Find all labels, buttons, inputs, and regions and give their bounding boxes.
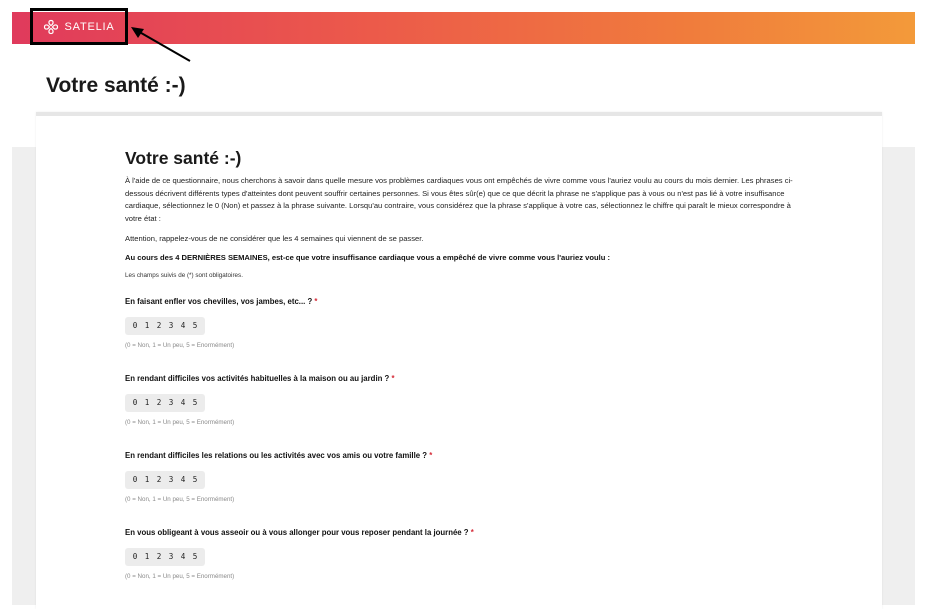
required-marker: * xyxy=(314,297,318,306)
page-title: Votre santé :-) xyxy=(46,74,186,97)
scale-legend: (0 = Non, 1 = Un peu, 5 = Enormément) xyxy=(125,418,235,426)
rating-option-4[interactable]: 4 xyxy=(180,552,186,561)
question-text: En faisant enfler vos chevilles, vos jambes, etc... ? xyxy=(125,297,313,306)
rating-option-1[interactable]: 1 xyxy=(144,552,150,561)
rating-option-1[interactable]: 1 xyxy=(144,398,150,407)
question-label xyxy=(125,451,795,460)
rating-option-3[interactable]: 3 xyxy=(168,398,174,407)
question-text: En rendant difficiles les relations ou les activités avec vos amis ou votre famille ? xyxy=(125,451,428,460)
rating-option-3[interactable]: 3 xyxy=(168,552,174,561)
rating-option-4[interactable]: 4 xyxy=(180,475,186,484)
rating-option-4[interactable]: 4 xyxy=(180,321,186,330)
brand-name: SATELIA xyxy=(64,20,115,33)
rating-option-5[interactable]: 5 xyxy=(192,475,198,484)
rating-scale[interactable] xyxy=(125,548,205,566)
scale-legend: (0 = Non, 1 = Un peu, 5 = Enormément) xyxy=(125,495,235,503)
scale-legend: (0 = Non, 1 = Un peu, 5 = Enormément) xyxy=(125,341,235,349)
form-card xyxy=(36,112,882,609)
rating-scale[interactable] xyxy=(125,394,205,412)
required-marker: * xyxy=(470,528,474,537)
question-label xyxy=(125,528,795,537)
question-1 xyxy=(125,297,795,374)
required-marker: * xyxy=(391,374,395,383)
form-period-question: Au cours des 4 DERNIÈRES SEMAINES, est-ce que votre insuffisance cardiaque vous a empêché de vivre comme vous l'auriez voulu : xyxy=(125,253,611,262)
question-3 xyxy=(125,451,795,528)
rating-option-0[interactable]: 0 xyxy=(132,475,138,484)
question-2 xyxy=(125,374,795,451)
satelia-logo-icon xyxy=(43,19,59,35)
rating-scale[interactable] xyxy=(125,471,205,489)
rating-option-2[interactable]: 2 xyxy=(156,321,162,330)
rating-option-2[interactable]: 2 xyxy=(156,398,162,407)
question-text: En vous obligeant à vous asseoir ou à vous allonger pour vous reposer pendant la journée ? xyxy=(125,528,469,537)
required-marker: * xyxy=(429,451,433,460)
rating-option-3[interactable]: 3 xyxy=(168,321,174,330)
rating-option-5[interactable]: 5 xyxy=(192,321,198,330)
question-4 xyxy=(125,528,795,605)
rating-option-0[interactable]: 0 xyxy=(132,321,138,330)
scale-legend: (0 = Non, 1 = Un peu, 5 = Enormément) xyxy=(125,572,235,580)
question-label xyxy=(125,297,795,306)
question-text: En rendant difficiles vos activités habituelles à la maison ou au jardin ? xyxy=(125,374,390,383)
rating-scale[interactable] xyxy=(125,317,205,335)
annotation-arrow-icon xyxy=(128,26,194,64)
form-content xyxy=(125,148,795,605)
rating-option-5[interactable]: 5 xyxy=(192,398,198,407)
satelia-logo[interactable] xyxy=(30,8,128,45)
rating-option-2[interactable]: 2 xyxy=(156,475,162,484)
form-title: Votre santé :-) xyxy=(125,148,242,168)
rating-option-4[interactable]: 4 xyxy=(180,398,186,407)
question-label xyxy=(125,374,795,383)
rating-option-1[interactable]: 1 xyxy=(144,475,150,484)
required-note: Les champs suivis de (*) sont obligatoires. xyxy=(125,272,243,279)
rating-option-3[interactable]: 3 xyxy=(168,475,174,484)
rating-option-0[interactable]: 0 xyxy=(132,398,138,407)
form-attention: Attention, rappelez-vous de ne considérer que les 4 semaines qui viennent de se passer. xyxy=(125,234,424,243)
rating-option-2[interactable]: 2 xyxy=(156,552,162,561)
rating-option-1[interactable]: 1 xyxy=(144,321,150,330)
rating-option-5[interactable]: 5 xyxy=(192,552,198,561)
card-accent xyxy=(36,112,46,116)
rating-option-0[interactable]: 0 xyxy=(132,552,138,561)
form-intro: À l'aide de ce questionnaire, nous cherchons à savoir dans quelle mesure vos problèmes cardiaques vous ont empêchés de vivre comme vous l'auriez voulu au cours du mois dernier. Les phrases ci-dessous décrivent différents types d'atteintes dont peuvent souffrir certaines personnes. Si vous êtes sûr(e) que ce que décrit la phrase ne s'applique pas à vous ou n'est pas lié à votre insuffisance cardiaque, sélectionnez le 0 (Non) et passez à la phrase suivante. Lorsqu'au contraire, vous considérez que la phrase s'applique à votre cas, sélectionnez le chiffre qui paraît le mieux correspondre à votre état : xyxy=(125,176,793,223)
